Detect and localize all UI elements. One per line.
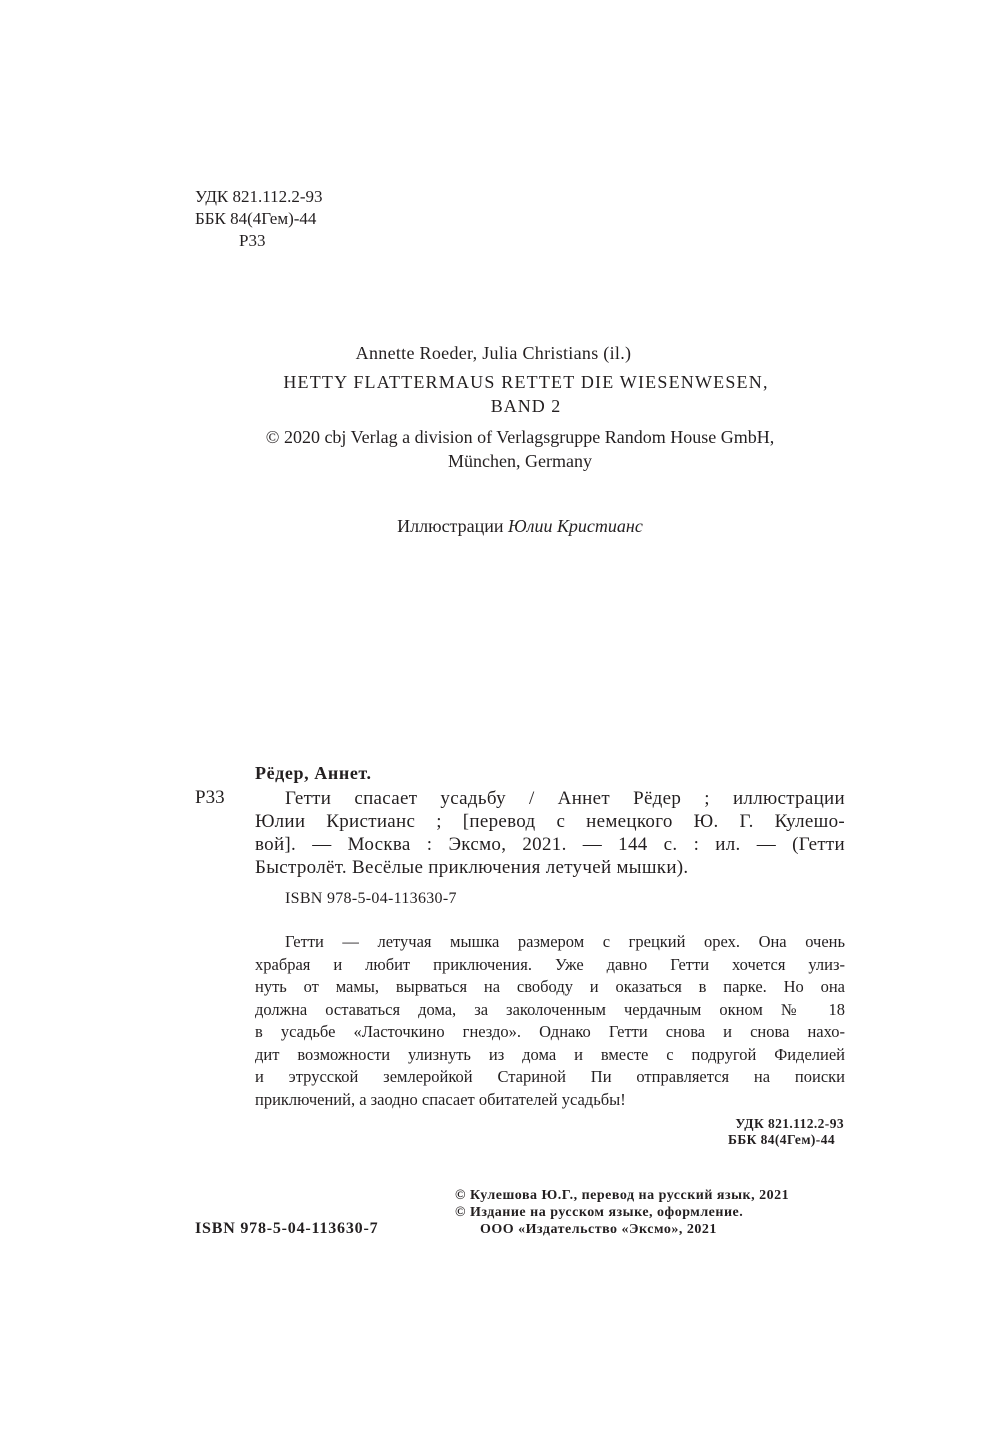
catalog-entry — [255, 787, 845, 879]
illustrator-name: Юлии Кристианс — [508, 516, 643, 536]
entry-line: Быстролёт. Весёлые приключения летучей мышки). — [255, 857, 689, 878]
classification-block — [195, 186, 323, 252]
imprint-copyrights — [455, 1187, 789, 1238]
catalog-isbn: ISBN 978-5-04-113630-7 — [285, 890, 457, 907]
annotation — [255, 931, 845, 1111]
publisher: ООО «Издательство «Эксмо», 2021 — [480, 1222, 717, 1237]
annotation-line: храбрая и любит приключения. Уже давно Гетти хочется улиз- — [255, 954, 845, 974]
catalog-classification — [728, 1116, 844, 1147]
entry-line: Юлии Кристианс ; [перевод с немецкого Ю. Г. Кулешо- — [255, 811, 845, 832]
annotation-line: должна оставаться дома, за заколоченным чердачным окном № 18 — [255, 999, 845, 1019]
catalog-author: Рёдер, Аннет. — [255, 763, 372, 783]
illustrations-credit — [0, 516, 987, 537]
original-copyright-line1: © 2020 cbj Verlag a division of Verlagsgruppe Random House GmbH, — [265, 427, 775, 447]
original-copyright-line2: München, Germany — [448, 451, 592, 471]
original-title: HETTY FLATTERMAUS RETTET DIE WIESENWESEN, — [283, 372, 769, 392]
original-copyright — [0, 425, 987, 473]
original-volume: BAND 2 — [490, 396, 562, 416]
imprint-isbn: ISBN 978-5-04-113630-7 — [195, 1220, 379, 1237]
annotation-line: приключений, а заодно спасает обитателей усадьбы! — [255, 1089, 626, 1109]
annotation-line: нуть от мамы, вырваться на свободу и оказаться в парке. Но она — [255, 977, 845, 996]
bbk-code: ББК 84(4Гем)-44 — [195, 209, 317, 228]
annotation-line: и этрусской землеройкой Стариной Пи отправляется на поиски — [255, 1067, 845, 1086]
entry-line: вой]. — Москва : Эксмо, 2021. — 144 с. : ил. — (Гетти — [255, 834, 845, 855]
annotation-line: в усадьбе «Ласточкино гнездо». Однако Гетти снова и снова нахо- — [255, 1022, 845, 1041]
copyright-edition: © Издание на русском языке, оформление. — [455, 1205, 744, 1220]
entry-line: Гетти спасает усадьбу / Аннет Рёдер ; иллюстрации — [285, 788, 845, 809]
catalog-bbk: ББК 84(4Гем)-44 — [728, 1131, 835, 1147]
illustrations-label: Иллюстрации — [397, 516, 504, 536]
copyright-translation: © Кулешова Ю.Г., перевод на русский язык, 2021 — [455, 1188, 790, 1203]
author-mark: Р33 — [239, 231, 266, 250]
annotation-line: Гетти — летучая мышка размером с грецкий орех. Она очень — [285, 932, 845, 951]
original-authors: Annette Roeder, Julia Christians (il.) — [355, 343, 632, 363]
catalog-code: Р33 — [195, 787, 225, 808]
udk-code: УДК 821.112.2-93 — [195, 187, 323, 206]
annotation-line: дит возможности улизнуть из дома и вместе с подругой Фиделией — [255, 1044, 845, 1064]
catalog-udk: УДК 821.112.2-93 — [735, 1116, 844, 1131]
